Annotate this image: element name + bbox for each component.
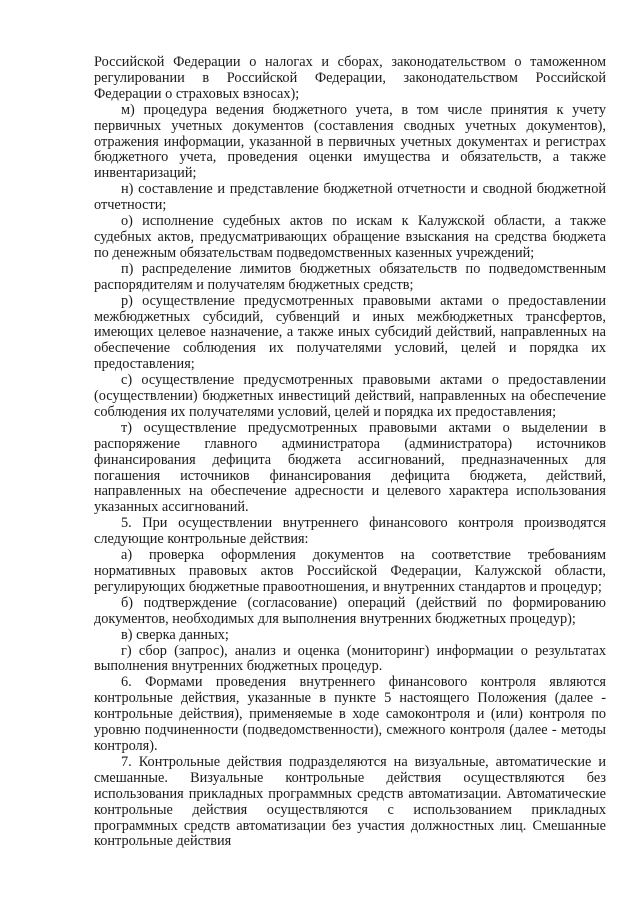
paragraph-7: 7. Контрольные действия подразделяются на визуальные, автоматические и смешанные. Визуальные контрольные действия осуществляются без использования прикладных программных средств автоматизации. Автоматические контрольные действия осуществляются с использованием прикладных программных средств автоматизации без участия должностных лиц. Смешанные контрольные действия [94, 753, 606, 850]
paragraph-o: о) исполнение судебных актов по искам к Калужской области, а также судебных актов, предусматривающих обращение взыскания на средства бюджета по денежным обязательствам подведомственных казенных учреждений; [94, 213, 606, 261]
paragraph-5b: б) подтверждение (согласование) операций (действий по формированию документов, необходимых для выполнения внутренних бюджетных процедур); [94, 594, 606, 627]
document-body [94, 55, 606, 850]
paragraph-n: н) составление и представление бюджетной отчетности и сводной бюджетной отчетности; [94, 181, 606, 214]
paragraph-s: с) осуществление предусмотренных правовыми актами о предоставлении (осуществлении) бюджетных инвестиций действий, направленных на обеспечение соблюдения их получателями условий, целей и порядка их предоставления; [94, 372, 606, 420]
paragraph-5g: г) сбор (запрос), анализ и оценка (мониторинг) информации о результатах выполнения внутренних бюджетных процедур. [94, 642, 606, 675]
paragraph-p: п) распределение лимитов бюджетных обязательств по подведомственным распорядителям и получателям бюджетных средств; [94, 260, 606, 293]
paragraph-5: 5. При осуществлении внутреннего финансового контроля производятся следующие контрольные действия: [94, 515, 606, 548]
paragraph-5v: в) сверка данных; [121, 626, 229, 643]
paragraph-m: м) процедура ведения бюджетного учета, в том числе принятия к учету первичных учетных документов (составления сводных учетных документов), отражения информации, указанной в первичных учетных документах и регистрах бюджетного учета, проведения оценки имущества и обязательств, а также инвентаризаций; [94, 101, 606, 182]
paragraph-1: Российской Федерации о налогах и сборах, законодательством о таможенном регулировании в Российской Федерации, законодательством Российской Федерации о страховых взносах); [94, 54, 606, 102]
paragraph-t: т) осуществление предусмотренных правовыми актами о выделении в распоряжение главного администратора (администратора) источников финансирования дефицита бюджета ассигнований, предназначенных для погашения источников финансирования дефицита бюджета, действий, направленных на обеспечение адресности и целевого характера использования указанных ассигнований. [94, 419, 606, 516]
paragraph-r: р) осуществление предусмотренных правовыми актами о предоставлении межбюджетных субсидий, субвенций и иных межбюджетных трансфертов, имеющих целевое назначение, а также иных субсидий действий, направленных на обеспечение соблюдения их получателями условий, целей и порядка их предоставления; [94, 292, 606, 373]
paragraph-6: 6. Формами проведения внутреннего финансового контроля являются контрольные действия, указанные в пункте 5 настоящего Положения (далее - контрольные действия), применяемые в ходе самоконтроля и (или) контроля по уровню подчиненности (подведомственности), смежного контроля (далее - методы контроля). [94, 674, 606, 754]
paragraph-5a: а) проверка оформления документов на соответствие требованиям нормативных правовых актов Российской Федерации, Калужской области, регулирующих бюджетные правоотношения, и внутренних стандартов и процедур; [94, 547, 606, 595]
